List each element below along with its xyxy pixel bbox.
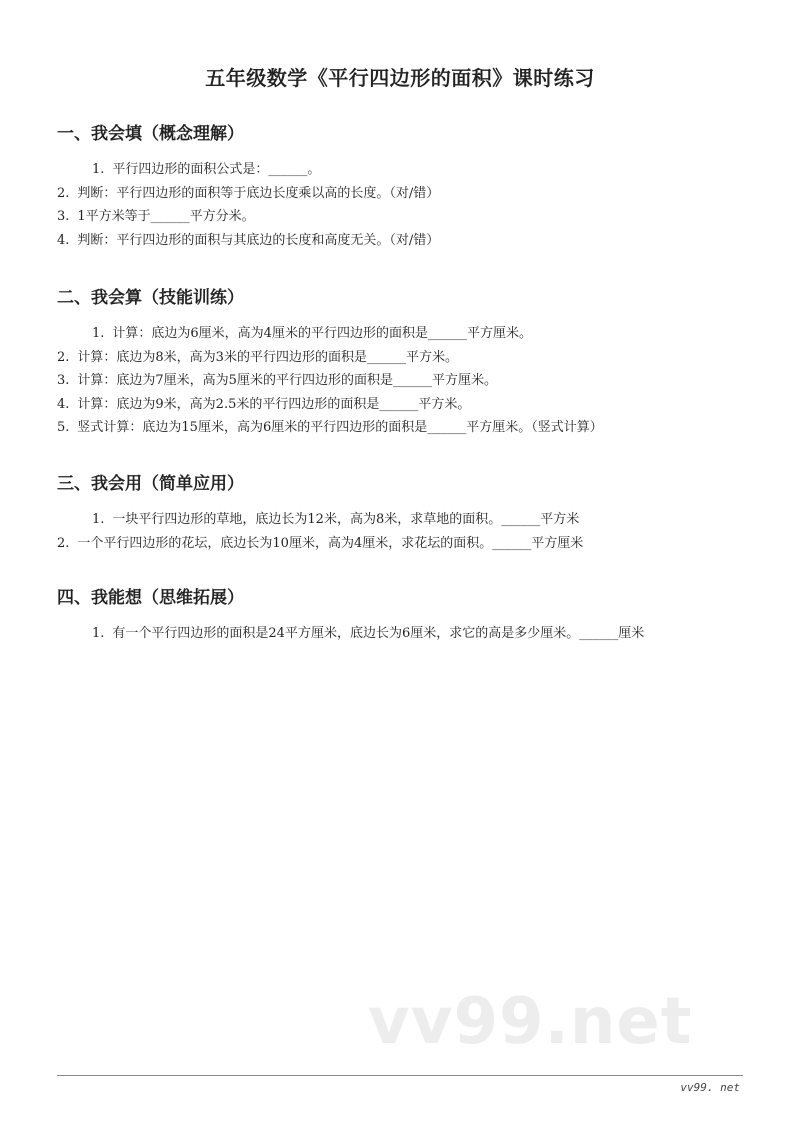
question-text: 判断：平行四边形的面积与其底边的长度和高度无关。（对/错） [77,232,440,248]
question-list [57,622,757,646]
section-heading: 二、我会算（技能训练） [57,288,244,308]
question-list [57,508,757,555]
question-text: 计算：底边为8米，高为3米的平行四边形的面积是______平方米。 [77,349,458,365]
section-application [57,472,757,555]
question-text: 1平方米等于______平方分米。 [77,209,255,224]
question-item [57,158,757,182]
question-item [57,416,757,440]
footer-divider [57,1075,743,1076]
question-number: 2. [57,185,70,201]
question-text: 计算：底边为6厘米，高为4厘米的平行四边形的面积是______平方厘米。 [112,326,532,341]
section-concept [57,122,757,252]
question-item [57,205,757,229]
section-skills [57,286,757,440]
question-number: 1. [92,512,105,527]
question-list [57,322,757,440]
question-text: 有一个平行四边形的面积是24平方厘米，底边长为6厘米，求它的高是多少厘米。______厘米 [112,626,645,641]
question-text: 一个平行四边形的花坛，底边长为10厘米，高为4厘米，求花坛的面积。______平方厘米 [77,535,584,551]
question-number: 5. [57,420,70,435]
question-item [57,322,757,346]
question-item [57,508,757,532]
question-list [57,158,757,252]
watermark-logo: vv99.net [368,985,693,1059]
question-text: 判断：平行四边形的面积等于底边长度乘以高的长度。（对/错） [77,185,440,201]
question-number: 2. [57,535,70,551]
section-extension [57,586,757,646]
question-number: 3. [57,373,70,388]
question-number: 1. [92,162,105,177]
section-heading: 一、我会填（概念理解） [57,124,244,144]
question-number: 4. [57,232,70,248]
question-text: 计算：底边为7厘米，高为5厘米的平行四边形的面积是______平方厘米。 [77,373,497,388]
question-number: 3. [57,209,70,224]
section-heading: 三、我会用（简单应用） [57,474,244,494]
page-title: 五年级数学《平行四边形的面积》课时练习 [205,66,595,90]
question-item [57,532,757,556]
question-text: 一块平行四边形的草地，底边长为12米，高为8米，求草地的面积。______平方米 [112,512,580,527]
question-text: 平行四边形的面积公式是：______。 [112,162,321,177]
question-number: 1. [92,626,105,641]
question-number: 1. [92,326,105,341]
footer-site: vv99. net [680,1081,740,1094]
question-number: 4. [57,396,70,412]
question-number: 2. [57,349,70,365]
section-heading: 四、我能想（思维拓展） [57,588,244,608]
question-item [57,393,757,417]
question-item [57,369,757,393]
question-item [57,346,757,370]
question-item [57,182,757,206]
question-item [57,622,757,646]
question-text: 竖式计算：底边为15厘米，高为6厘米的平行四边形的面积是______平方厘米。（竖式计算） [77,420,603,435]
question-text: 计算：底边为9米，高为2.5米的平行四边形的面积是______平方米。 [77,396,471,412]
question-item [57,229,757,253]
